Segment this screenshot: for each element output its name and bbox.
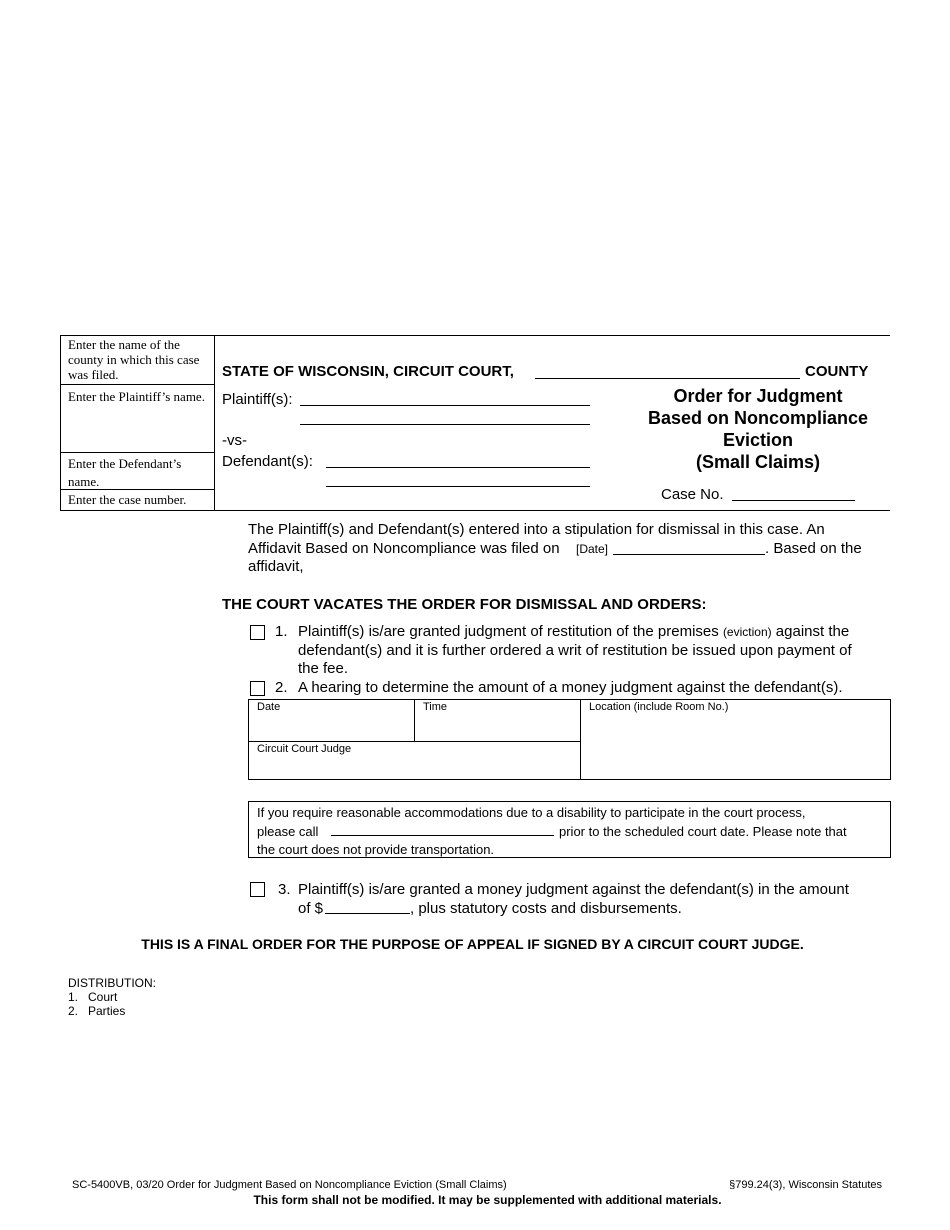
item-1-line-1 [298, 623, 849, 641]
item-3-of: of $ [298, 900, 324, 917]
hearing-time-label: Time [423, 701, 448, 713]
plaintiff-name-field[interactable] [300, 405, 590, 406]
distribution-list [68, 990, 125, 1018]
county-hint: Enter the name of the county in which this case was filed. [68, 337, 200, 382]
title-line-3: Eviction [722, 430, 793, 450]
title-line-2: Based on Noncompliance [647, 408, 869, 428]
money-judgment-amount-field[interactable] [325, 913, 410, 914]
hearing-date-label: Date [257, 701, 281, 713]
item-2-text: A hearing to determine the amount of a money judgment against the defendant(s). [298, 679, 843, 696]
item-1-checkbox[interactable] [250, 625, 265, 640]
court-vacates-heading: THE COURT VACATES THE ORDER FOR DISMISSAL AND ORDERS: [222, 596, 707, 613]
accommodation-phone-field[interactable] [331, 835, 554, 836]
plaintiff-label: Plaintiff(s): [222, 391, 293, 408]
defendant-name-field-2[interactable] [326, 486, 590, 487]
distribution-title: DISTRIBUTION: [68, 976, 157, 990]
item-3-checkbox[interactable] [250, 882, 265, 897]
item-1-line-3: the fee. [298, 660, 349, 677]
case-number-hint: Enter the case number. [68, 492, 187, 507]
item-2-number: 2. [275, 679, 288, 696]
distribution-item: 1. Court [68, 990, 118, 1004]
intro-line-3: affidavit, [248, 558, 304, 575]
hearing-judge-label: Circuit Court Judge [257, 743, 352, 755]
intro-line-2-end: . Based on the [765, 540, 862, 557]
accommodation-please-call: please call [257, 824, 319, 839]
intro-line-1: The Plaintiff(s) and Defendant(s) entered into a stipulation for dismissal in this case. An [248, 521, 825, 538]
item-1-text-b: against the [775, 623, 850, 640]
final-order-statement: THIS IS A FINAL ORDER FOR THE PURPOSE OF APPEAL IF SIGNED BY A CIRCUIT COURT JUDGE. [141, 936, 804, 952]
plaintiff-name-field-2[interactable] [300, 424, 590, 425]
case-no-label: Case No. [661, 486, 724, 503]
case-number-field[interactable] [732, 500, 855, 501]
plaintiff-hint: Enter the Plaintiff’s name. [68, 389, 205, 404]
item-1-number: 1. [275, 623, 288, 640]
item-1-line-2: defendant(s) and it is further ordered a writ of restitution be issued upon payment of [298, 642, 852, 659]
item-3-number: 3. [278, 881, 291, 898]
item-3-line-1: Plaintiff(s) is/are granted a money judgment against the defendant(s) in the amount [298, 881, 849, 898]
document-title [620, 385, 896, 473]
footer-form-id: SC-5400VB, 03/20 Order for Judgment Based on Noncompliance Eviction (Small Claims) [72, 1179, 507, 1191]
hearing-location-label: Location (include Room No.) [589, 701, 729, 713]
accommodation-line-2: prior to the scheduled court date. Please note that [559, 824, 847, 839]
intro-date-label: [Date] [576, 542, 609, 556]
item-1-eviction: (eviction) [722, 625, 772, 639]
affidavit-date-field[interactable] [613, 554, 765, 555]
county-label: COUNTY [805, 363, 869, 380]
defendant-hint: Enter the Defendant’s name. [68, 456, 182, 489]
defendant-name-field[interactable] [326, 467, 590, 468]
court-line: STATE OF WISCONSIN, CIRCUIT COURT, [222, 363, 514, 380]
item-2-checkbox[interactable] [250, 681, 265, 696]
accommodation-line-1: If you require reasonable accommodations due to a disability to participate in the court process, [257, 805, 806, 820]
title-line-4: (Small Claims) [695, 452, 821, 472]
item-3-rest: , plus statutory costs and disbursements. [410, 900, 682, 917]
footer-notice: This form shall not be modified. It may be supplemented with additional materials. [253, 1193, 722, 1207]
distribution-item: 2. Parties [68, 1004, 126, 1018]
title-line-1: Order for Judgment [673, 386, 843, 406]
defendant-label: Defendant(s): [222, 453, 313, 470]
vs-label: -vs- [222, 432, 247, 449]
item-1-text-a: Plaintiff(s) is/are granted judgment of restitution of the premises [298, 623, 719, 640]
intro-line-2-start: Affidavit Based on Noncompliance was filed on [248, 540, 560, 557]
accommodation-line-3: the court does not provide transportation. [257, 842, 495, 857]
hearing-table [248, 699, 891, 780]
county-name-field[interactable] [535, 378, 800, 379]
footer-statute: §799.24(3), Wisconsin Statutes [729, 1179, 882, 1191]
